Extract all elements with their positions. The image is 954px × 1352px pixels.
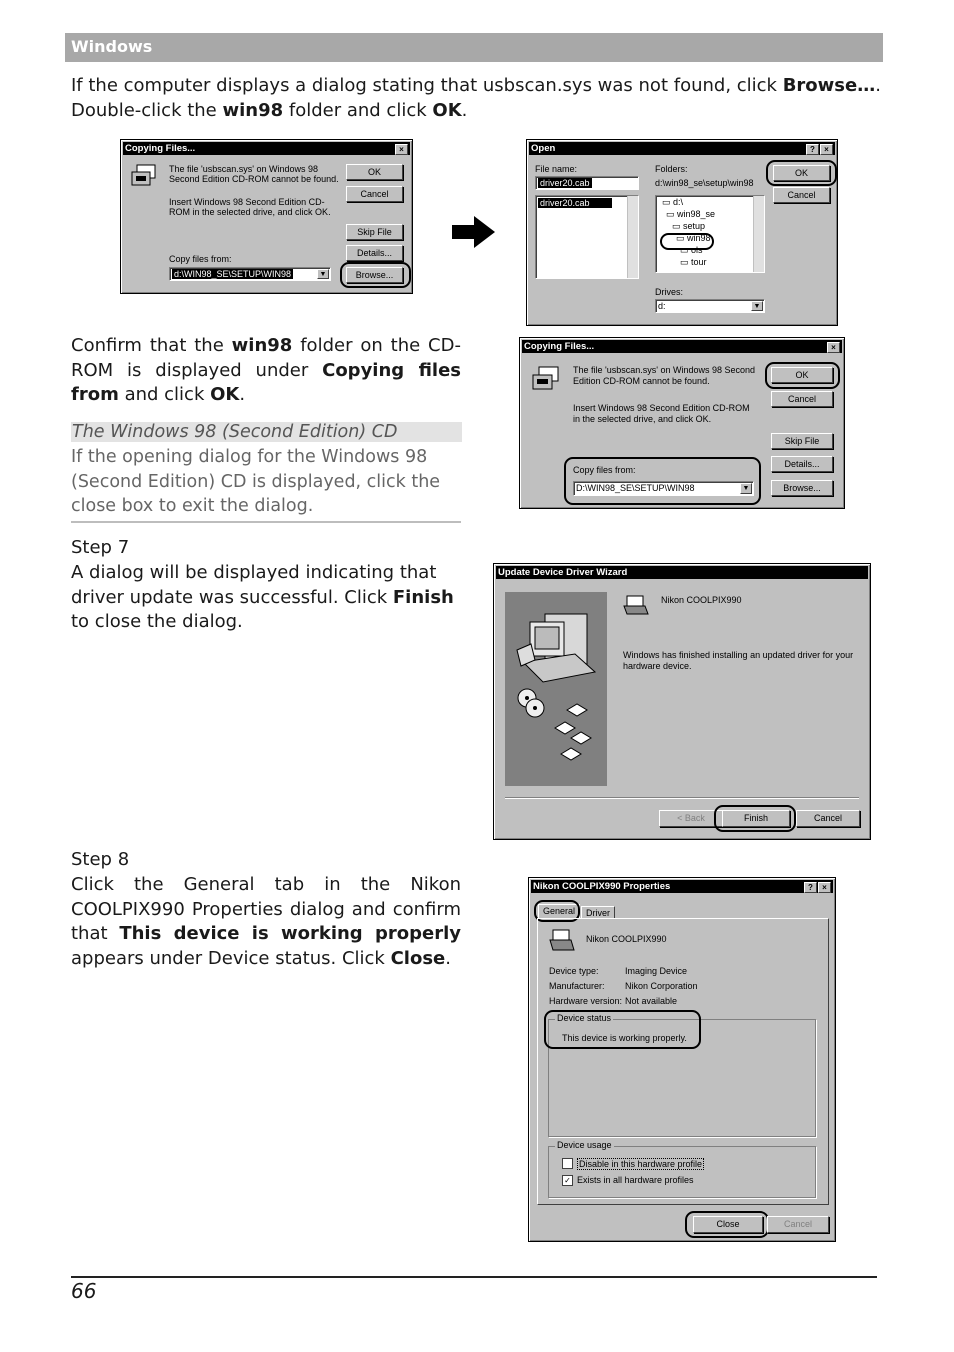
confirm-text-3: and click (118, 384, 211, 405)
open-dialog (526, 139, 838, 326)
ok-button[interactable]: OK (771, 367, 833, 383)
details-button[interactable]: Details... (346, 245, 403, 261)
highlight-circle (660, 233, 714, 250)
highlight-circle (766, 160, 837, 186)
close-icon[interactable]: × (395, 144, 408, 155)
confirm-text-4: . (239, 384, 246, 405)
close-icon[interactable]: × (827, 342, 840, 353)
intro-bold-win98: win98 (222, 99, 284, 121)
wizard-side-image (505, 592, 607, 786)
device-name: Nikon COOLPIX990 (661, 595, 742, 605)
note-body: If the opening dialog for the Windows 98 (Second Edition) CD is displayed, click the close box to exit the dialog. (71, 445, 461, 523)
step8-text-2: appears under Device status. Click (71, 947, 391, 969)
confirm-paragraph (71, 334, 461, 408)
drives-label: Drives: (655, 287, 684, 297)
step8-bold-close: Close (390, 947, 446, 969)
manufacturer-value: Nikon Corporation (625, 981, 698, 991)
update-driver-wizard-dialog (493, 563, 871, 840)
note-title: The Windows 98 (Second Edition) CD (71, 422, 462, 442)
back-button[interactable]: < Back (659, 810, 723, 827)
help-icon[interactable]: ? (804, 882, 817, 893)
properties-dialog (528, 877, 836, 1242)
browse-button[interactable]: Browse... (346, 267, 403, 283)
step-8-paragraph (71, 873, 461, 971)
section-title: Windows (71, 37, 153, 56)
skip-file-button[interactable]: Skip File (771, 433, 833, 449)
chevron-down-icon[interactable]: ▼ (751, 301, 763, 311)
highlight-circle (685, 1211, 769, 1238)
folder-item[interactable]: ▭ tour (680, 257, 707, 267)
file-name-input[interactable] (535, 176, 639, 190)
copy-from-value: d:\WIN98_SE\SETUP\WIN98 (174, 269, 292, 279)
file-name-value: driver20.cab (540, 178, 590, 188)
chevron-down-icon[interactable]: ▼ (317, 269, 329, 279)
dialog-title: Update Device Driver Wizard (498, 567, 628, 578)
finish-button[interactable]: Finish (722, 810, 790, 827)
computer-cd-illustration (505, 592, 607, 786)
scanner-icon (549, 928, 575, 954)
arrow-right-icon (452, 216, 496, 248)
close-icon[interactable]: × (818, 882, 831, 893)
close-button[interactable]: Close (693, 1216, 763, 1233)
manufacturer-label: Manufacturer: (549, 981, 605, 991)
cancel-button[interactable]: Cancel (796, 810, 860, 827)
device-type-label: Device type: (549, 966, 599, 976)
dialog-title: Nikon COOLPIX990 Properties (533, 881, 671, 892)
highlight-circle (564, 457, 761, 505)
hardware-version-value: Not available (625, 996, 678, 1006)
highlight-circle (340, 262, 411, 288)
scanner-icon (623, 594, 649, 618)
confirm-bold-copying: Copying files from (71, 359, 461, 405)
message-1: The file 'usbscan.sys' on Windows 98 Second Edition CD-ROM cannot be found. (573, 365, 756, 386)
copy-from-label: Copy files from: (573, 465, 636, 475)
drives-combobox[interactable] (655, 299, 765, 313)
highlight-circle (765, 362, 840, 389)
dialog-title: Copying Files... (125, 143, 196, 154)
details-button[interactable]: Details... (771, 456, 833, 472)
dialog-title: Copying Files... (524, 341, 595, 352)
dialog-title: Open (531, 143, 556, 154)
copy-from-value: D:\WIN98_SE\SETUP\WIN98 (576, 483, 695, 493)
folders-label: Folders: (655, 164, 688, 174)
folder-item[interactable]: ▭ win98_se (666, 209, 716, 219)
copy-from-combobox[interactable] (169, 267, 331, 281)
hardware-version-label: Hardware version: (549, 996, 623, 1006)
exists-profiles-label[interactable]: Exists in all hardware profiles (577, 1175, 694, 1185)
dialog-titlebar (522, 340, 842, 353)
intro-paragraph (71, 74, 883, 123)
step-7-paragraph (71, 561, 461, 635)
disk-icon (131, 164, 157, 186)
copying-files-dialog-2 (519, 337, 845, 509)
confirm-text-2: folder on the CD-ROM is displayed under (71, 335, 461, 381)
step8-bold-working: This device is working properly (119, 923, 462, 944)
highlight-circle (714, 805, 796, 832)
message-1: The file 'usbscan.sys' on Windows 98 Second Edition CD-ROM cannot be found. (169, 164, 339, 184)
intro-text-1: If the computer displays a dialog stating that usbscan.sys was not found, click (71, 75, 783, 96)
device-type-value: Imaging Device (625, 966, 688, 976)
intro-text-3: folder and click (283, 99, 433, 121)
step8-text-3: . (445, 947, 451, 969)
device-status-text: This device is working properly. (562, 1033, 687, 1043)
cancel-button[interactable]: Cancel (767, 1216, 829, 1233)
step7-text-1: A dialog will be displayed indicating that driver update was successful. Click (71, 562, 437, 608)
cancel-button[interactable]: Cancel (346, 186, 403, 202)
step7-text-2: to close the dialog. (71, 611, 243, 632)
step-7-label: Step 7 (71, 537, 130, 558)
file-list[interactable] (535, 195, 639, 279)
device-name: Nikon COOLPIX990 (586, 934, 667, 944)
help-icon[interactable]: ? (806, 144, 819, 155)
confirm-text-1: Confirm that the (71, 335, 232, 356)
wizard-message: Windows has finished installing an updated driver for your hardware device. (623, 650, 854, 671)
tab-general[interactable]: General (538, 904, 580, 918)
intro-bold-ok: OK (432, 99, 462, 121)
disk-icon (532, 366, 560, 390)
ok-button[interactable]: OK (773, 165, 830, 181)
cancel-button[interactable]: Cancel (773, 187, 830, 203)
copying-files-dialog-1 (120, 139, 413, 294)
section-header (65, 33, 883, 62)
browse-button[interactable]: Browse... (771, 480, 833, 496)
skip-file-button[interactable]: Skip File (346, 224, 403, 240)
intro-bold-browse: Browse… (782, 75, 876, 96)
folder-item[interactable]: ▭ ols (680, 245, 703, 255)
footer-rule (71, 1276, 877, 1278)
device-usage-label: Device usage (557, 1140, 612, 1150)
cancel-button[interactable]: Cancel (771, 391, 833, 407)
scrollbar[interactable] (753, 196, 764, 272)
dialog-titlebar (123, 142, 410, 155)
close-icon[interactable]: × (820, 144, 833, 155)
message-2: Insert Windows 98 Second Edition CD-ROM in the selected drive, and click OK. (573, 403, 750, 424)
folder-item-selected[interactable]: ▭ win98 (676, 233, 711, 243)
confirm-bold-win98: win98 (231, 335, 293, 356)
exists-profiles-checkbox[interactable]: ✓ (562, 1175, 573, 1186)
page-number: 66 (71, 1279, 97, 1303)
file-list-item[interactable]: driver20.cab (538, 198, 612, 208)
file-name-label: File name: (535, 164, 578, 174)
highlight-circle (544, 1010, 701, 1049)
step-8-label: Step 8 (71, 849, 130, 870)
step8-text-1: Click the General tab in the Nikon COOLPIX990 Properties dialog and confirm that (71, 874, 461, 944)
dialog-titlebar (529, 142, 835, 155)
disable-profile-label[interactable]: Disable in this hardware profile (579, 1159, 703, 1169)
drives-value: d: (658, 301, 666, 311)
tab-driver[interactable]: Driver (581, 906, 615, 919)
dialog-titlebar (531, 880, 833, 893)
step7-bold-finish: Finish (392, 586, 454, 608)
disable-profile-checkbox[interactable] (562, 1158, 573, 1169)
intro-text-4: . (461, 99, 468, 121)
folders-path: d:\win98_se\setup\win98 (655, 178, 754, 188)
confirm-bold-ok: OK (210, 384, 240, 405)
divider (505, 797, 859, 799)
message-2: Insert Windows 98 Second Edition CD-ROM in the selected drive, and click OK. (169, 197, 331, 217)
scrollbar[interactable] (627, 196, 638, 278)
dialog-titlebar (496, 566, 868, 579)
device-usage-group (548, 1140, 816, 1198)
folder-item[interactable]: ▭ setup (672, 221, 706, 231)
chevron-down-icon[interactable]: ▼ (740, 483, 752, 494)
device-status-label: Device status (557, 1013, 612, 1023)
ok-button[interactable]: OK (346, 164, 403, 180)
copy-from-label: Copy files from: (169, 254, 232, 264)
folder-item[interactable]: ▭ d:\ (662, 197, 684, 207)
intro-text-2: . Double-click the (71, 75, 881, 121)
